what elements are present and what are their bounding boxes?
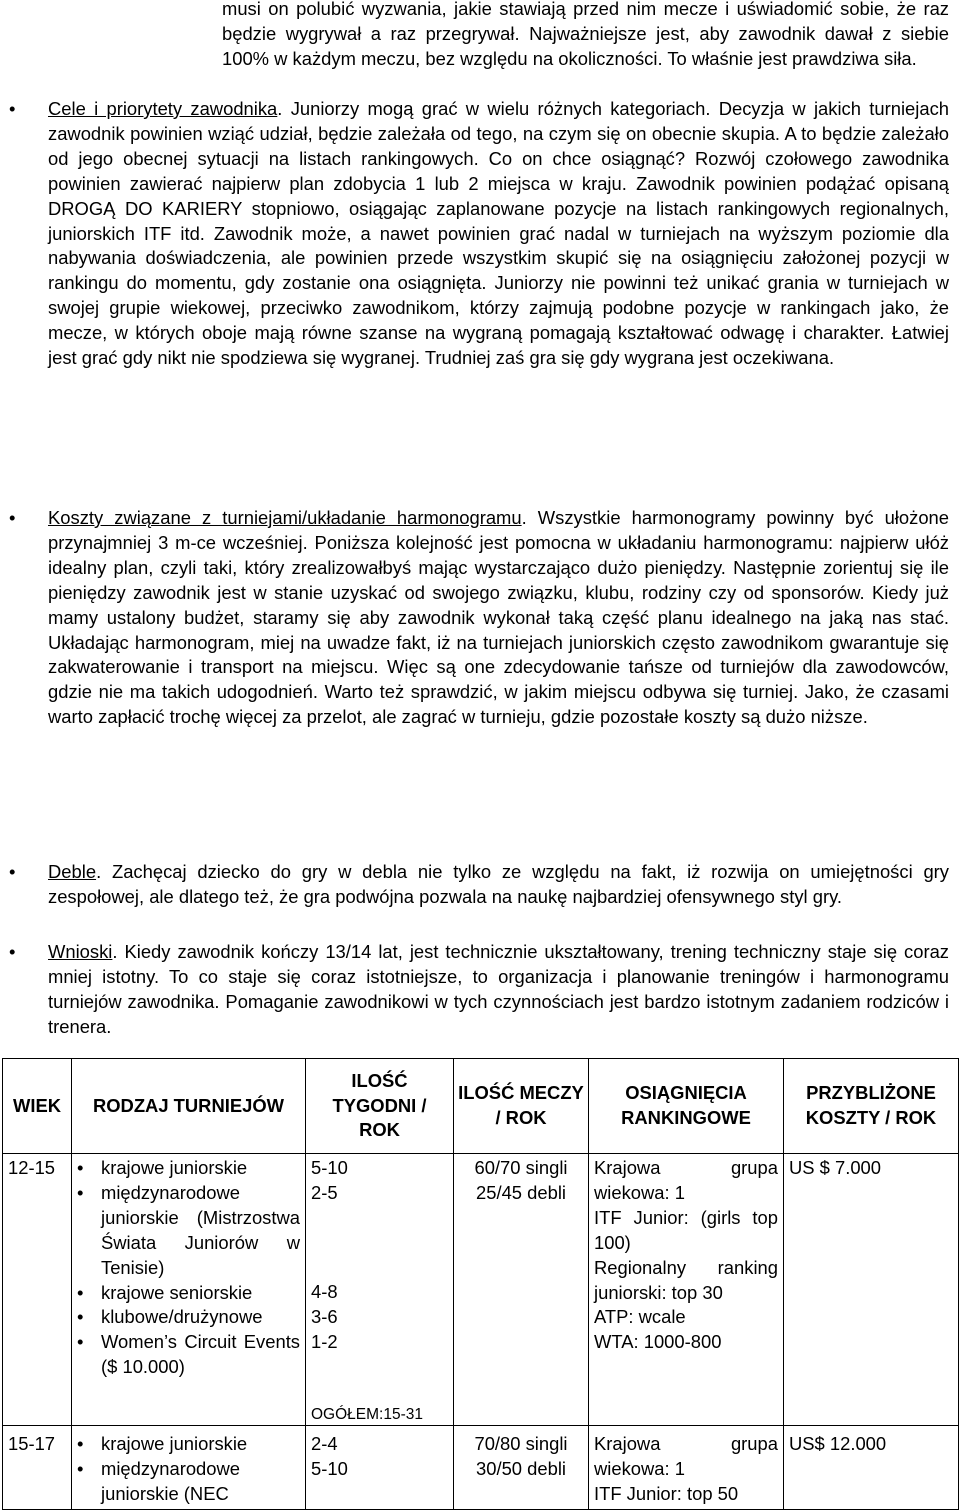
continued-text: musi on polubić wyzwania, jakie stawiają przed nim mecze i uświadomić sobie, że raz będzie wygrywał a raz przegrywał. Najważniejsze jest, aby zawodnik dawał z siebie 100% w każdym meczu, bez względu na okoliczności. To właśnie jest prawdziwa siła.	[222, 0, 949, 69]
continued-paragraph	[222, 0, 949, 72]
cell-tygodni: 2-4 5-10	[306, 1426, 454, 1510]
bullet-icon: •	[77, 1331, 84, 1353]
bullet-icon: •	[77, 1181, 84, 1203]
bullet-icon: •	[9, 507, 16, 528]
ogolem-total: OGÓŁEM:15-31	[311, 1406, 423, 1424]
header-meczy: ILOŚĆ MECZY / ROK	[454, 1059, 589, 1154]
bullet-icon: •	[9, 98, 16, 119]
bullet-wnioski	[9, 940, 949, 1040]
cell-koszty: US $ 7.000	[784, 1154, 959, 1426]
list-item: • międzynarodowe juniorskie (Mistrzostwa Świata Juniorów w Tenisie)	[77, 1181, 300, 1278]
tournament-table	[2, 1058, 959, 1510]
bullet-icon: •	[77, 1433, 84, 1454]
list-item: • klubowe/drużynowe	[77, 1305, 300, 1330]
bullet-icon: •	[77, 1306, 84, 1328]
cell-wiek: 15-17	[3, 1426, 72, 1510]
header-wiek: WIEK	[3, 1059, 72, 1154]
cele-heading: Cele i priorytety zawodnika	[48, 98, 278, 119]
bullet-icon: •	[9, 861, 16, 882]
table-row	[3, 1426, 959, 1510]
cell-osiagniecia: Krajowa grupa wiekowa: 1 ITF Junior: (girls top 100) Regionalny ranking juniorski: top 30 ATP: wcale WTA: 1000-800	[589, 1154, 784, 1426]
koszty-text: . Wszystkie harmonogramy powinny być ułożone przynajmniej 3 m-ce wcześniej. Poniższa kolejność jest pomocna w układaniu harmonogramu: najpierw ułóż idealny plan, czyli taki, który zrealizowałbyś mając wystarczająco dużo pieniędzy. Następnie zorientuj się ile pieniędzy zawodnik jest w stanie uzyskać od swojego związku, klubu, rodziny czy od sponsorów. Kiedy już mamy ustalony budżet, staramy się aby zawodnik wykonał taką część planu idealnego na jaką nas stać. Układając harmonogram, miej na uwadze fakt, iż na turniejach juniorskich często zawodnikom gwarantuje się zakwaterowanie i transport na miejscu. Więc są one zdecydowanie tańsze od turniejów dla zawodowców, gdzie nie ma takich udogodnień. Warto też sprawdzić, w jakim miejscu odbywa się turniej. Jako, że czasami warto zapłacić trochę więcej za przelot, ale zagrać w turnieju, gdzie pozostałe koszty są dużo niższe.	[48, 507, 950, 728]
bullet-icon: •	[77, 1281, 84, 1303]
header-osiagniecia: OSIĄGNIĘCIA RANKINGOWE	[589, 1059, 784, 1154]
bullet-icon: •	[77, 1457, 84, 1479]
table-row	[3, 1154, 959, 1426]
header-tygodni: ILOŚĆ TYGODNI / ROK	[306, 1059, 454, 1154]
bullet-cele	[9, 97, 950, 371]
bullet-icon: •	[77, 1157, 84, 1178]
deble-text: . Zachęcaj dziecko do gry w debla nie tylko ze względu na fakt, iż rozwija on umiejętności gry zespołowej, ale dlatego też, że gra podwójna pozwala na naukę najbardziej ofensywnego styl gry.	[48, 861, 949, 907]
cele-text: . Juniorzy mogą grać w wielu różnych kategoriach. Decyzja w jakich turniejach zawodnik powinien wziąć udział, będzie zależała od tego, na czym się on obecnie skupia. A to będzie zależało od jego obecnej sytuacji na listach rankingowych. Co on chce osiągnąć? Rozwój czołowego zawodnika powinien zawierać najpierw plan zdobycia 1 lub 2 miejsca w kraju. Zawodnik powinien podążać opisaną DROGĄ DO KARIERY stopniowo, osiągając zaplanowane pozycje na listach rankingowych regionalnych, juniorskich ITF itd. Zawodnik może, a nawet powinien grać nadal w turniejach na wyższym poziomie dla nabywania doświadczenia, ale powinien przede wszystkim skupić się na osiągnięciu założonej pozycji w rankingu do momentu, gdy zostanie ona osiągnięta. Juniorzy nie powinni też unikać grania w turniejach w swojej grupie wiekowej, przeciwko zawodnikom, którzy zajmują podobne pozycje w rankingach jako, że mecze, w których oboje mają równe szanse na wygraną pomagają kształtować odwagę i charakter. Łatwiej jest grać gdy nikt nie spodziewa się wygranej. Trudniej zaś gra się gdy wygrana jest oczekiwana.	[48, 98, 950, 369]
deble-heading: Deble	[48, 861, 97, 882]
bullet-koszty	[9, 506, 950, 730]
list-item: • międzynarodowe juniorskie (NEC	[77, 1457, 241, 1504]
cell-koszty: US$ 12.000	[784, 1426, 959, 1510]
wnioski-heading: Wnioski	[48, 941, 113, 962]
table-header-row	[3, 1059, 959, 1154]
list-item: • krajowe seniorskie	[77, 1281, 300, 1306]
header-koszty: PRZYBLIŻONE KOSZTY / ROK	[784, 1059, 959, 1154]
list-item: • krajowe juniorskie	[77, 1432, 300, 1457]
list-item: • krajowe juniorskie	[77, 1156, 300, 1181]
bullet-icon: •	[9, 941, 16, 962]
cell-meczy: 70/80 singli 30/50 debli	[454, 1426, 589, 1510]
bullet-deble	[9, 860, 949, 910]
wnioski-text: . Kiedy zawodnik kończy 13/14 lat, jest technicznie ukształtowany, trening techniczny staje się coraz mniej istotny. To co staje się coraz istotniejsze, to organizacja i planowanie treningów i harmonogramu turniejów zawodnika. Pomaganie zawodnikowi w tych czynnościach jest bardzo istotnym zadaniem rodziców i trenera.	[48, 941, 949, 1037]
cell-osiagniecia: Krajowa grupa wiekowa: 1 ITF Junior: top 50	[589, 1426, 784, 1510]
cell-rodzaj	[72, 1154, 306, 1426]
header-rodzaj: RODZAJ TURNIEJÓW	[72, 1059, 306, 1154]
cell-meczy: 60/70 singli 25/45 debli	[454, 1154, 589, 1426]
cell-tygodni: 5-10 2-5 4-8 3-6 1-2 OGÓŁEM:15-31	[306, 1154, 454, 1426]
list-item: • Women’s Circuit Events ($ 10.000)	[77, 1331, 300, 1378]
koszty-heading: Koszty związane z turniejami/układanie harmonogramu	[48, 507, 522, 528]
cell-rodzaj	[72, 1426, 306, 1510]
cell-wiek: 12-15	[3, 1154, 72, 1426]
